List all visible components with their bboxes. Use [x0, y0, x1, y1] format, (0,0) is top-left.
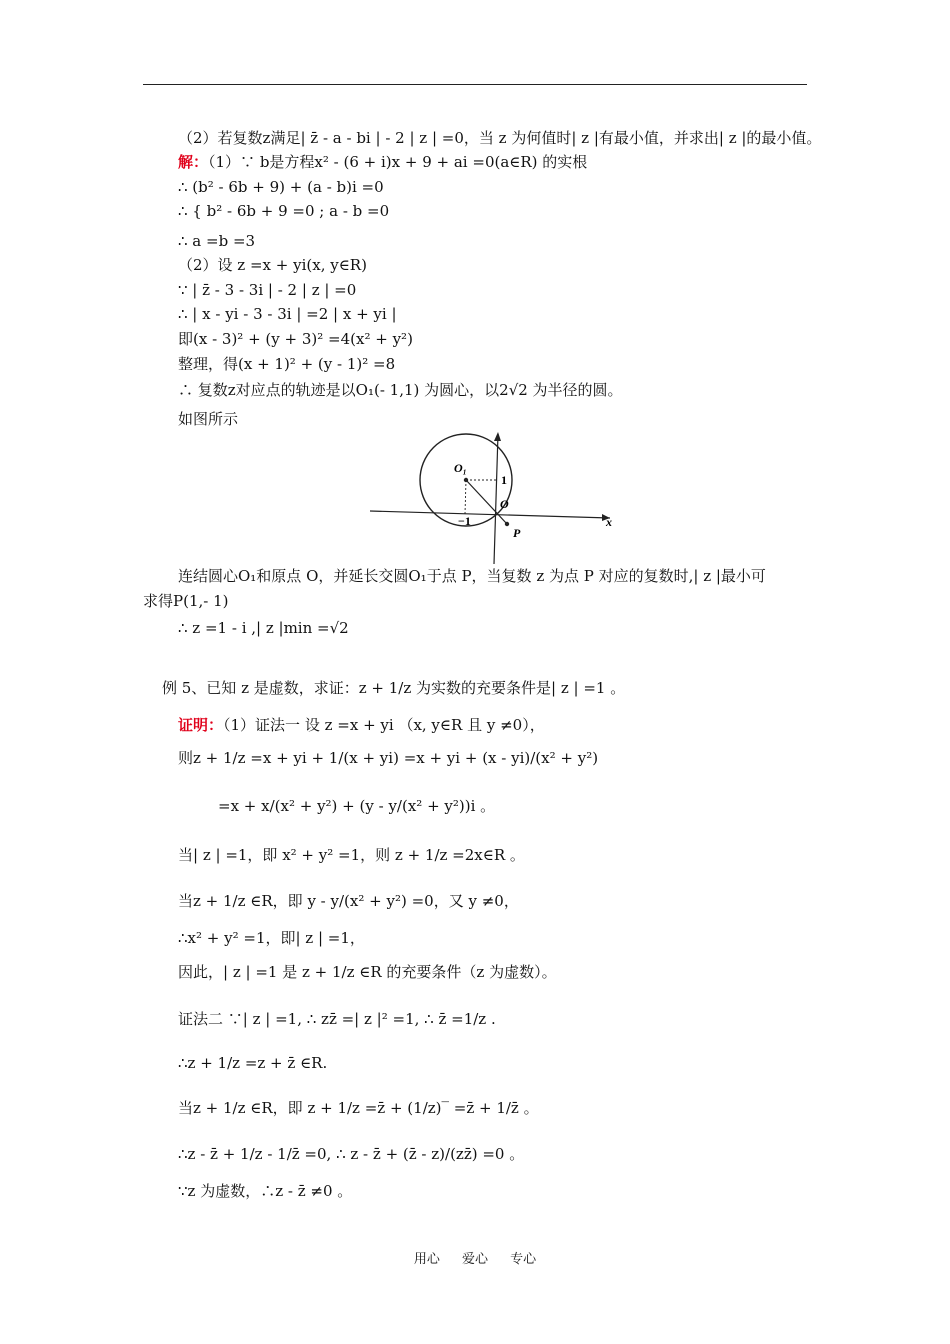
proof-line-9: ∴z + 1/z =z + z̄ ∈R.	[178, 1054, 328, 1072]
circle-figure	[370, 428, 620, 568]
header-rule	[143, 84, 807, 85]
label-o1: O₁	[454, 461, 467, 475]
point-p	[505, 522, 509, 526]
proof-line-10: 当z + 1/z ∈R，即 z + 1/z =z̄ + (1/z)‾ =z̄ + 1/z̄ 。	[178, 1099, 539, 1117]
solution-line-3: ∴ { b² - 6b + 9 =0 ; a - b =0	[178, 202, 390, 220]
solution-line-5: （2）设 z =x + yi(x, y∈R)	[178, 256, 367, 274]
proof-line-5: 当z + 1/z ∈R，即 y - y/(x² + y²) =0，又 y ≠0，	[178, 892, 519, 910]
solution-line-12: 连结圆心O₁和原点 O，并延长交圆O₁于点 P，当复数 z 为点 P 对应的复数时,| z |最小可	[178, 567, 766, 585]
solution-line-10: ∴ 复数z对应点的轨迹是以O₁(- 1,1) 为圆心，以2√2 为半径的圆。	[178, 381, 623, 399]
label-one: 1	[501, 473, 507, 487]
solution-line-2: ∴ (b² - 6b + 9) + (a - b)i =0	[178, 178, 384, 196]
y-axis-arrow	[494, 432, 501, 441]
solution-line-7: ∴ | x - yi - 3 - 3i | =2 | x + yi |	[178, 305, 397, 323]
label-o: O	[500, 497, 509, 511]
label-neg-one: −1	[458, 514, 471, 528]
proof-line-8: 证法二 ∵| z | =1, ∴ zz̄ =| z |² =1, ∴ z̄ =1/z .	[178, 1010, 496, 1028]
solution-label: 解：	[178, 153, 209, 171]
proof-label: 证明：	[178, 716, 224, 734]
solution-line-14: ∴ z =1 - i ,| z |min =√2	[178, 619, 349, 637]
label-x: x	[606, 515, 612, 529]
solution-line-1	[178, 152, 587, 172]
proof-line-12: ∵z 为虚数，∴z - z̄ ≠0 。	[178, 1182, 353, 1200]
proof-line-2: 则z + 1/z =x + yi + 1/(x + yi) =x + yi + (x - yi)/(x² + y²)	[178, 749, 599, 767]
solution-text-1: （1）∵ b是方程x² - (6 + i)x + 9 + ai =0(a∈R) 的实根	[208, 153, 588, 171]
proof-line-1	[178, 715, 545, 735]
footer-item: 专心	[510, 1252, 537, 1267]
proof-line-7: 因此，| z | =1 是 z + 1/z ∈R 的充要条件（z 为虚数）。	[178, 963, 557, 981]
solution-line-4: ∴ a =b =3	[178, 232, 256, 250]
solution-line-9: 整理，得(x + 1)² + (y - 1)² =8	[178, 355, 396, 373]
solution-line-8: 即(x - 3)² + (y + 3)² =4(x² + y²)	[178, 330, 413, 348]
proof-line-11: ∴z - z̄ + 1/z - 1/z̄ =0, ∴ z - z̄ + (z̄ - z)/(zz̄) =0 。	[178, 1145, 525, 1163]
footer-item: 用心	[413, 1252, 440, 1267]
question-part2: （2）若复数z满足| z̄ - a - bi | - 2 | z | =0，当 z 为何值时| z |有最小值，并求出| z |的最小值。	[178, 129, 822, 147]
example-5: 例 5、已知 z 是虚数，求证：z + 1/z 为实数的充要条件是| z | =1 。	[162, 679, 626, 697]
solution-line-13: 求得P(1,- 1)	[143, 592, 229, 610]
y-axis	[494, 434, 498, 564]
footer-item: 爱心	[461, 1252, 488, 1267]
proof-line-6: ∴x² + y² =1，即| z | =1，	[178, 929, 365, 947]
page-footer	[0, 1248, 950, 1267]
x-axis	[370, 511, 610, 518]
proof-line-4: 当| z | =1，即 x² + y² =1，则 z + 1/z =2x∈R 。	[178, 846, 525, 864]
solution-line-11: 如图所示	[178, 410, 239, 428]
dashed-vertical	[465, 480, 466, 514]
solution-line-6: ∵ | z̄ - 3 - 3i | - 2 | z | =0	[178, 281, 357, 299]
proof-text-1: （1）证法一 设 z =x + yi （x, y∈R 且 y ≠0），	[223, 716, 545, 734]
proof-line-3: =x + x/(x² + y²) + (y - y/(x² + y²))i 。	[218, 797, 496, 815]
center-point	[464, 478, 468, 482]
label-p: P	[513, 526, 521, 540]
